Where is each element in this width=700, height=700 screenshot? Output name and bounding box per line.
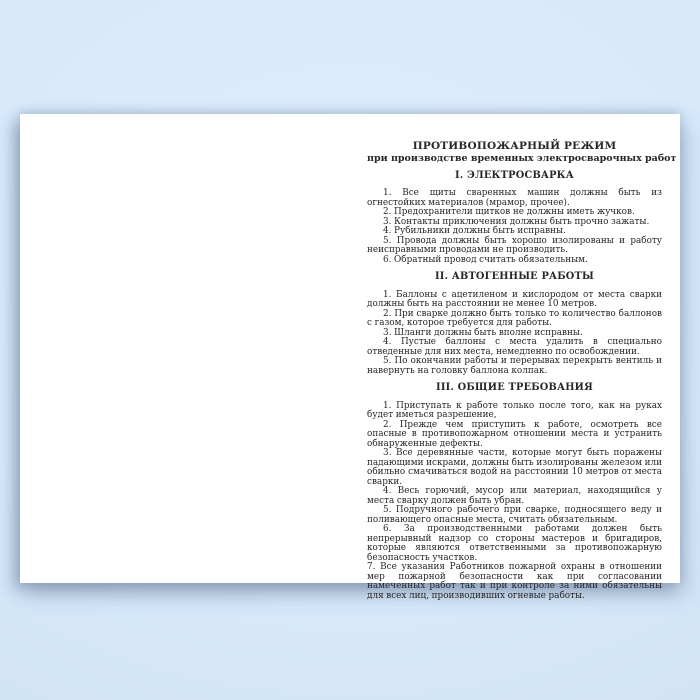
section-autogenous-works: [367, 272, 662, 376]
requirement-item: 5. Подручного рабочего при сварке, подносящего веду и поливающего опасные места, считать обязательным.: [367, 505, 662, 525]
document-title: ПРОТИВОПОЖАРНЫЙ РЕЖИМ: [412, 140, 617, 152]
requirement-item: 2. При сварке должно быть только то количество баллонов с газом, которое требуется для работы.: [367, 308, 662, 328]
requirement-item: 4. Рубильники должны быть исправны.: [383, 226, 566, 236]
requirement-item: 5. По окончании работы и перерывах перекрыть вентиль и навернуть на головку баллона колпак.: [367, 356, 662, 376]
requirement-item: 3. Шланги должны быть вполне исправны.: [383, 327, 583, 338]
requirement-item: 1. Все щиты сваренных машин должны быть из огнестойких материалов (мрамор, прочее).: [367, 188, 662, 208]
section-heading: II. АВТОГЕННЫЕ РАБОТЫ: [435, 271, 594, 282]
section-electric-welding: [367, 171, 662, 266]
requirement-item: 2. Прежде чем приступить к работе, осмотреть все опасные в противопожарном отношении места и устранить обнаруженные дефекты.: [367, 419, 662, 449]
paper-sheet: [20, 114, 680, 601]
requirement-item: 5. Провода должны быть хорошо изолированы и работу неисправными проводами не производить.: [367, 235, 662, 255]
requirement-item: 2. Предохранители щитков не должны иметь жучков.: [383, 207, 635, 217]
section-general-requirements: [367, 383, 662, 601]
requirement-item: 6. Обратный провод считать обязательным.: [383, 254, 588, 265]
requirement-item: 4. Пустые баллоны с места удалить в специально отведенные для них места, немедленно по освобождении.: [367, 337, 662, 357]
requirement-item: 3. Все деревянные части, которые могут быть поражены падающими искрами, должны быть изолированы железом или обильно смачиваться водой на расстоянии 10 метров от места сварки.: [367, 448, 662, 487]
section-heading: I. ЭЛЕКТРОСВАРКА: [455, 169, 574, 181]
requirement-item: 4. Весь горючий, мусор или материал, находящийся у места сварку должен быть убран.: [367, 486, 662, 506]
requirement-item: 1. Баллоны с ацетиленом и кислородом от места сварки должны быть на расстоянии не менее 10 метров.: [367, 289, 662, 309]
section-heading: III. ОБЩИЕ ТРЕБОВАНИЯ: [436, 382, 593, 393]
requirement-item: 6. За производственными работами должен быть непрерывный надзор со стороны мастеров и бригадиров, которые являются ответственными за противопожарную безопасность участков.: [367, 524, 662, 563]
requirement-item: 3. Контакты приключения должны быть прочно зажаты.: [383, 216, 650, 227]
requirement-item: 1. Приступать к работе только после того, как на руках будет иметься разрешение,: [367, 400, 662, 420]
document-text-column: [367, 140, 677, 601]
document-subtitle: при производстве временных электросварочных работ: [367, 152, 677, 164]
requirement-item: 7. Все указания Работников пожарной охраны в отношении мер пожарной безопасности как при согласовании намеченных работ так и при контроле за ними обязательны для всех лиц, производивших огневые работы.: [367, 562, 662, 601]
